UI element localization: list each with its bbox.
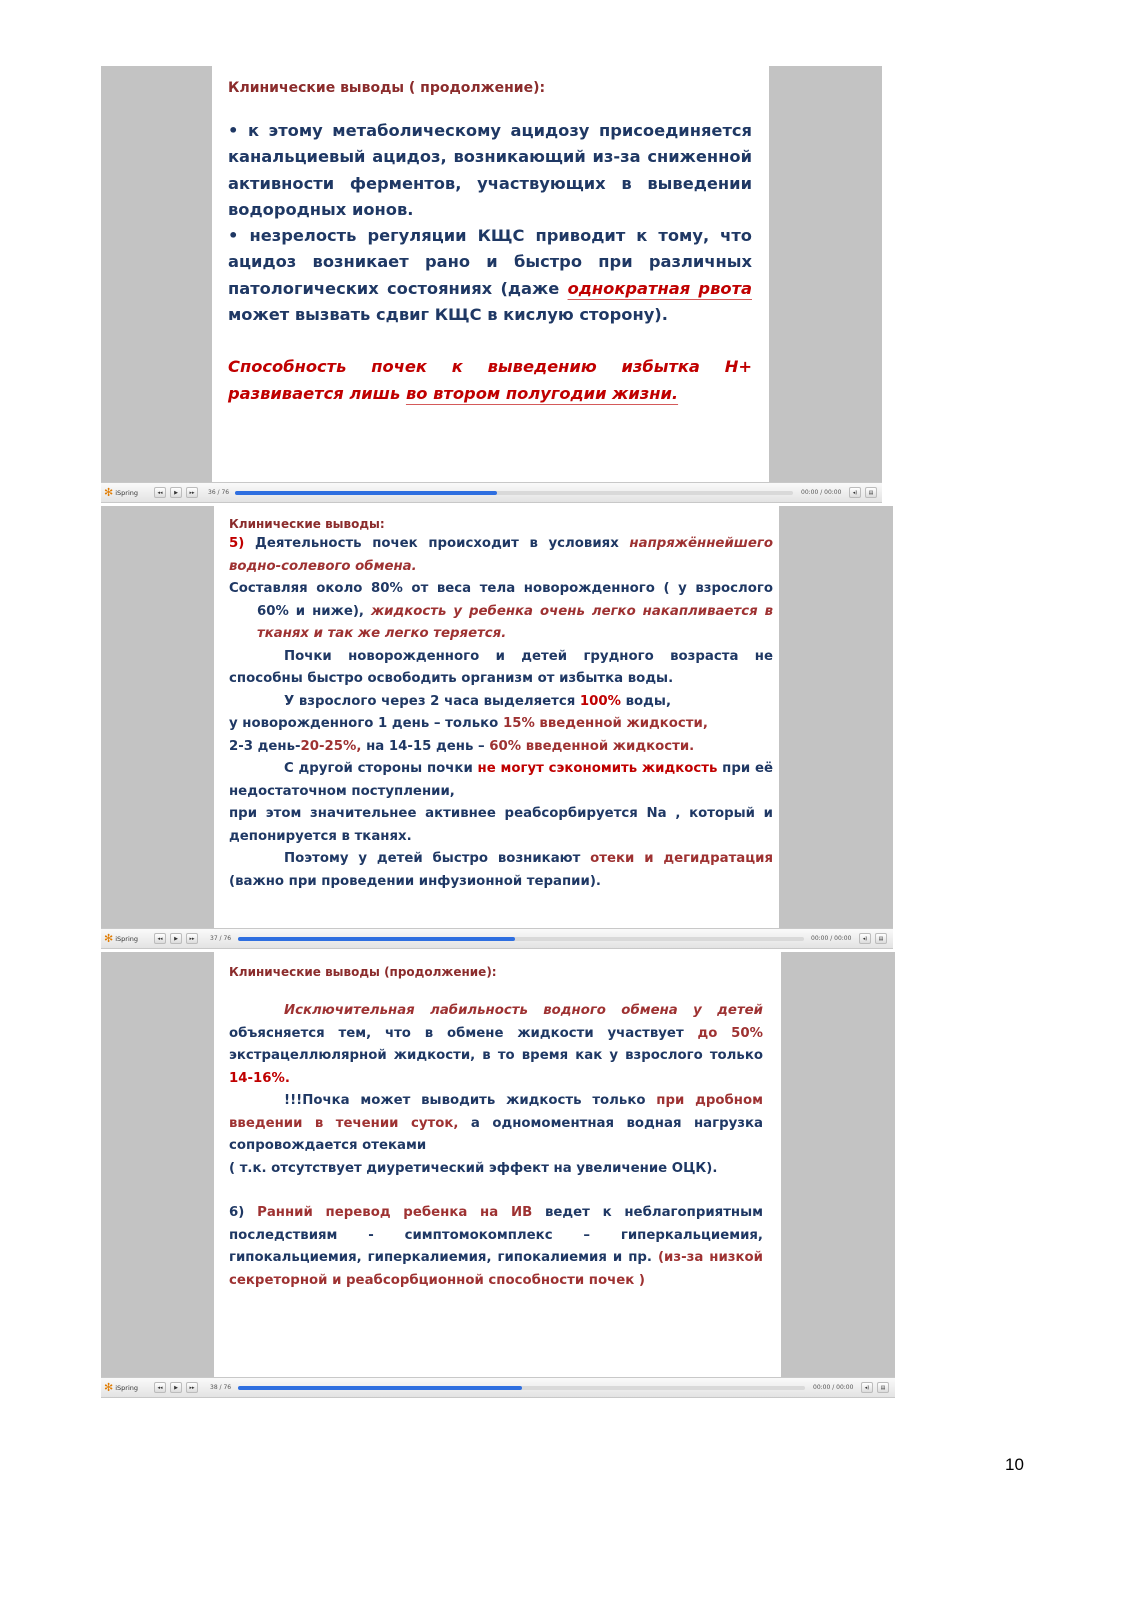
play-button[interactable]: ▶ <box>170 1382 182 1393</box>
highlight-second-half-year: во втором полугодии жизни. <box>405 383 679 403</box>
ispring-flower-icon: ✻ <box>104 1381 114 1394</box>
player-logo: ✻ iSpring <box>104 932 139 945</box>
outline-button[interactable]: ▤ <box>877 1382 889 1393</box>
ispring-flower-icon: ✻ <box>104 486 114 499</box>
progress-track[interactable] <box>238 1386 805 1390</box>
rewind-button[interactable]: ◂◂ <box>154 1382 166 1393</box>
slide-counter: 36 / 76 <box>208 489 230 496</box>
point-5: 5) Деятельность почек происходит в условиях напряжённейшего водно-солевого обмена. <box>229 536 773 574</box>
slide-counter: 37 / 76 <box>210 935 232 942</box>
adult-excretion-text: У взрослого через 2 часа выделяется 100% воды, <box>284 693 671 709</box>
slide-content <box>214 506 779 930</box>
highlight-vomit: однократная рвота <box>567 278 752 298</box>
volume-button[interactable]: ◂) <box>859 933 871 944</box>
slide-heading: Клинические выводы ( продолжение): <box>228 80 546 96</box>
time-display: 00:00 / 00:00 <box>811 935 852 942</box>
progress-fill <box>238 937 515 941</box>
progress-fill <box>238 1386 522 1390</box>
player-bar <box>101 482 882 503</box>
time-display: 00:00 / 00:00 <box>801 489 842 496</box>
progress-track[interactable] <box>235 491 793 495</box>
newborn-excretion-text: у новорожденного 1 день – только 15% введенной жидкости, <box>229 716 708 731</box>
player-logo: ✻ iSpring <box>104 1381 139 1394</box>
slide-counter: 38 / 76 <box>210 1384 232 1391</box>
volume-button[interactable]: ◂) <box>849 487 861 498</box>
forward-button[interactable]: ▸▸ <box>186 487 198 498</box>
slide-canvas <box>101 506 893 930</box>
progress-fill <box>235 491 497 495</box>
outline-button[interactable]: ▤ <box>875 933 887 944</box>
player-bar <box>101 1377 895 1398</box>
rewind-button[interactable]: ◂◂ <box>154 487 166 498</box>
time-display: 00:00 / 00:00 <box>813 1384 854 1391</box>
slide-canvas <box>101 66 882 484</box>
cannot-save-text: С другой стороны почки не могут сэкономить жидкость при её недостаточном поступлении, <box>229 761 773 799</box>
slide-heading: Клинические выводы (продолжение): <box>229 965 497 979</box>
days-excretion-text: 2-3 день-20-25%, на 14-15 день – 60% введенной жидкости. <box>229 738 695 754</box>
bullet-kshs: • незрелость регуляции КЩС приводит к тому, что ацидоз возникает рано и быстро при различных патологических состояниях (даже однократная рвота может вызвать сдвиг КЩС в кислую сторону). <box>228 226 752 325</box>
diuretic-text: ( т.к. отсутствует диуретический эффект на увеличение ОЦК). <box>229 1160 718 1176</box>
bullet-acidosis: • к этому метаболическому ацидозу присоединяется канальциевый ацидоз, возникающий из-за сниженной активности ферментов, участвующих в выведении водородных ионов. <box>228 121 752 219</box>
player-bar <box>101 928 893 949</box>
slide-canvas <box>101 952 895 1379</box>
slide-heading: Клинические выводы: <box>229 517 385 531</box>
conclusion-text: Способность почек к выведению избытка Н+ развивается лишь во втором полугодии жизни. <box>228 357 752 403</box>
point-6: 6) Ранний перевод ребенка на ИВ ведет к неблагоприятным последствиям - симптомокомплекс – гиперкальциемия, гипокальциемия, гиперкалиемия, гипокалиемия и пр. (из-за низкой секреторной и реабсорбционной способности почек ) <box>229 1205 763 1288</box>
slide-37 <box>101 506 893 949</box>
player-logo: ✻ iSpring <box>104 486 139 499</box>
lability-text: Исключительная лабильность водного обмена у детей объясняется тем, что в обмене жидкости участвует до 50% экстрацеллюлярной жидкости, в то время как у взрослого только 14-16%. <box>229 1003 763 1086</box>
ispring-flower-icon: ✻ <box>104 932 114 945</box>
volume-button[interactable]: ◂) <box>861 1382 873 1393</box>
play-button[interactable]: ▶ <box>170 933 182 944</box>
fractional-intake-text: !!!Почка может выводить жидкость только при дробном введении в течении суток, а одномоментная водная нагрузка сопровождается отеками <box>229 1093 764 1153</box>
water-percent-text: Составляя около 80% от веса тела новорожденного ( у взрослого 60% и ниже), жидкость у ребенка очень легко накапливается в тканях и так же легко теряется. <box>229 581 774 641</box>
progress-track[interactable] <box>238 937 804 941</box>
outline-button[interactable]: ▤ <box>865 487 877 498</box>
slide-38 <box>101 952 895 1398</box>
play-button[interactable]: ▶ <box>170 487 182 498</box>
rewind-button[interactable]: ◂◂ <box>154 933 166 944</box>
forward-button[interactable]: ▸▸ <box>186 933 198 944</box>
slide-content <box>214 952 781 1379</box>
slide-content <box>212 66 769 484</box>
slide-36 <box>101 66 882 503</box>
forward-button[interactable]: ▸▸ <box>186 1382 198 1393</box>
page-number: 10 <box>1005 1455 1024 1474</box>
sodium-text: при этом значительнее активнее реабсорбируется Na , который и депонируется в тканях. <box>229 806 773 844</box>
edema-text: Поэтому у детей быстро возникают отеки и дегидратация (важно при проведении инфузионной терапии). <box>229 851 773 889</box>
kidney-excess-water-text: Почки новорожденного и детей грудного возраста не способны быстро освободить организм от избытка воды. <box>229 648 773 686</box>
